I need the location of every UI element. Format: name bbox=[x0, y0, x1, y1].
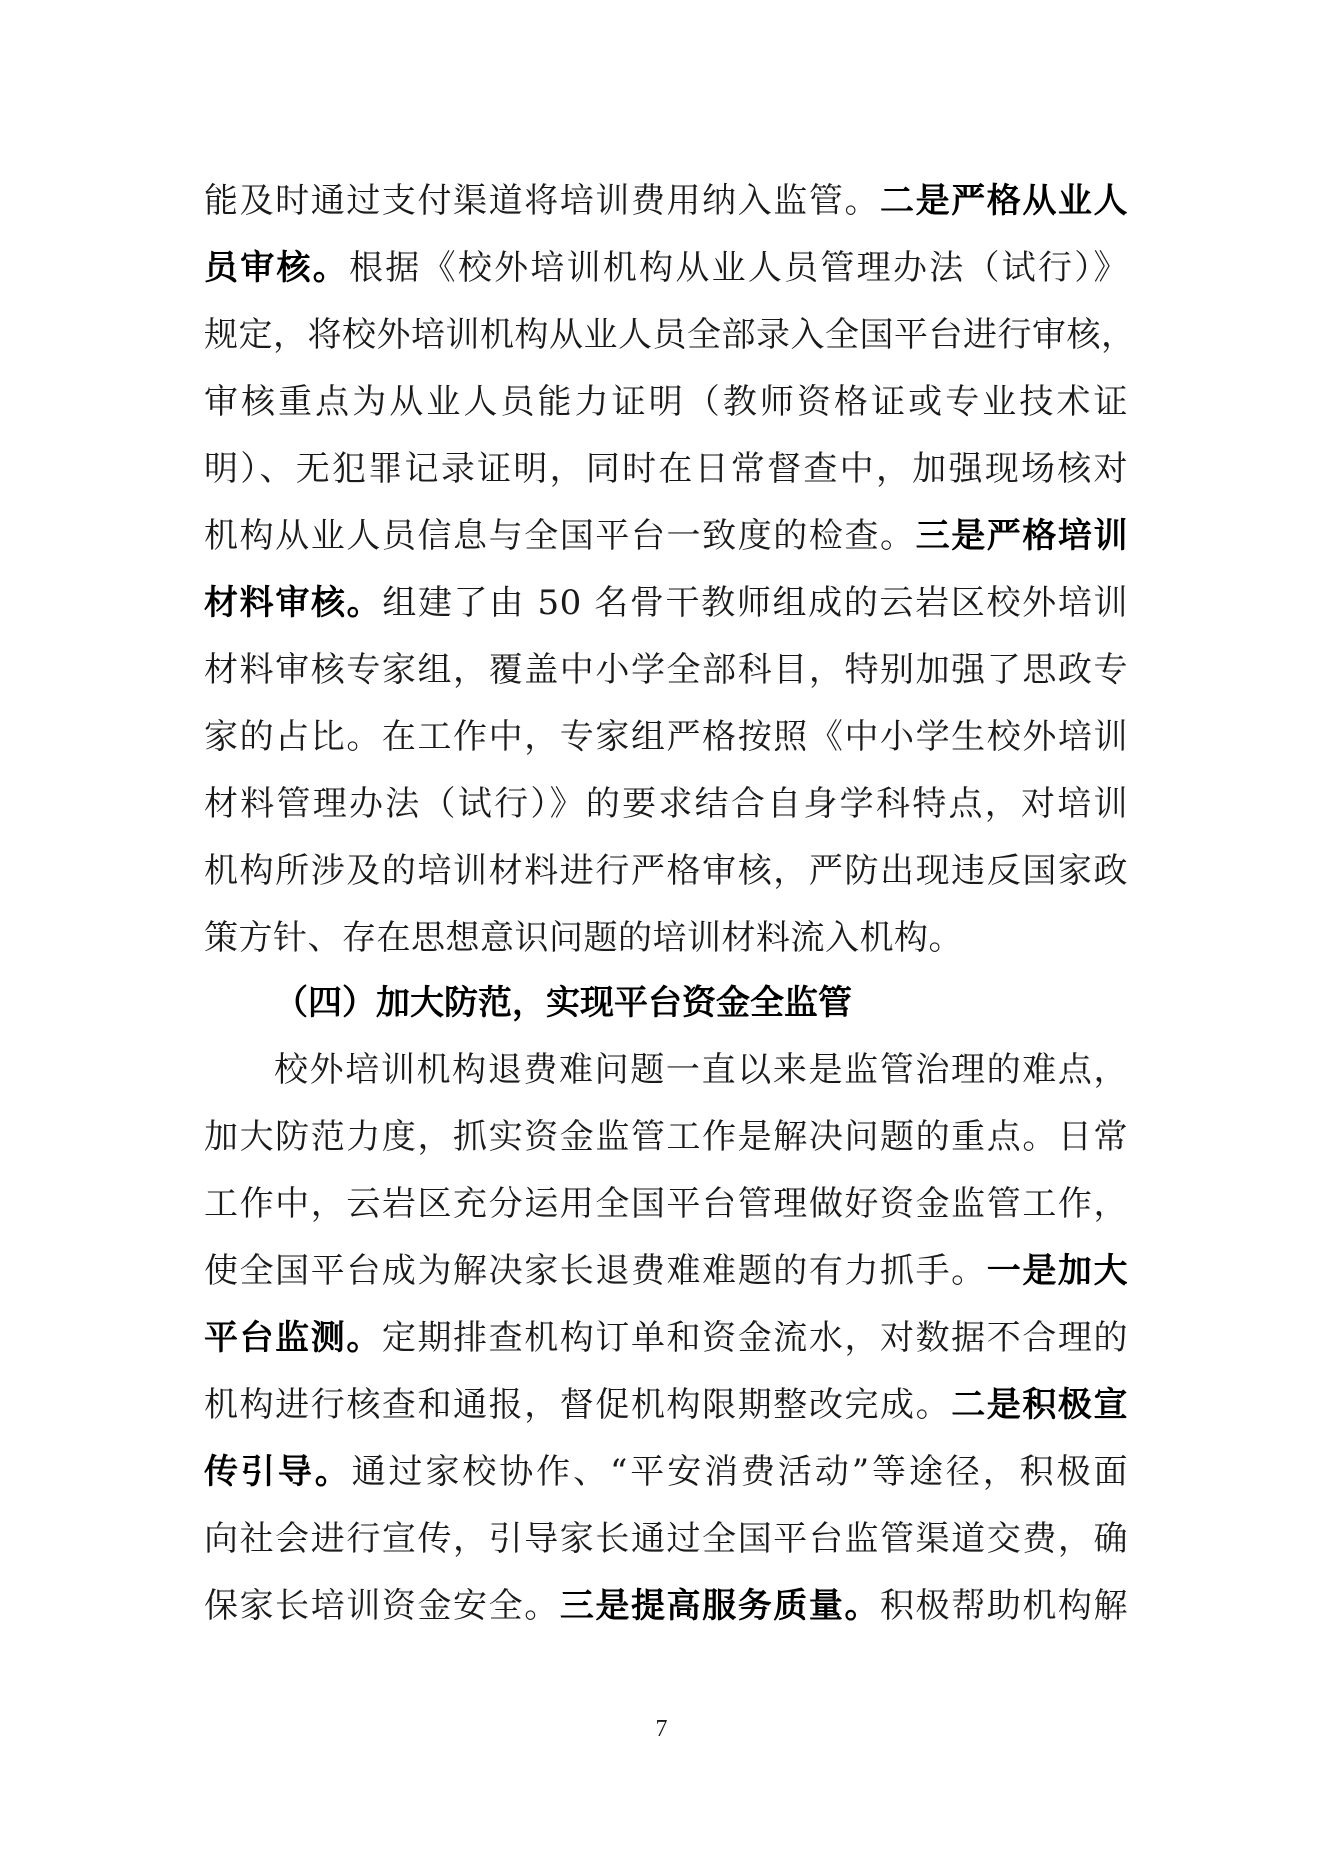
text-line: 机构从业人员信息与全国平台一致度的检查。三是严格培训 bbox=[204, 516, 1129, 556]
text-line: 材料管理办法（试行）》的要求结合自身学科特点，对培训 bbox=[204, 784, 1128, 824]
paragraph-fund-supervision bbox=[204, 1037, 1128, 1640]
text-line: 明）、无犯罪记录证明，同时在日常督查中，加强现场核对 bbox=[204, 449, 1128, 489]
bold-lead: 平台监测。 bbox=[204, 1318, 382, 1358]
text-line: 使全国平台成为解决家长退费难难题的有力抓手。一是加大 bbox=[204, 1251, 1129, 1291]
text-line: 员审核。根据《校外培训机构从业人员管理办法（试行）》 bbox=[204, 248, 1129, 288]
text-line: 平台监测。定期排查机构订单和资金流水，对数据不合理的 bbox=[204, 1318, 1129, 1358]
text-line: 校外培训机构退费难问题一直以来是监管治理的难点， bbox=[274, 1050, 1128, 1090]
text-line: 机构进行核查和通报，督促机构限期整改完成。二是积极宣 bbox=[204, 1385, 1129, 1425]
bold-lead: 二是严格从业人 bbox=[880, 181, 1129, 221]
text-line: 传引导。通过家校协作、“平安消费活动”等途径，积极面 bbox=[204, 1452, 1128, 1492]
section-heading: （四）加大防范，实现平台资金全监管 bbox=[274, 983, 852, 1023]
page-number: 7 bbox=[655, 1716, 668, 1742]
text-line: 材料审核专家组，覆盖中小学全部科目，特别加强了思政专 bbox=[204, 650, 1128, 690]
bold-lead: 一是加大 bbox=[986, 1251, 1129, 1291]
bold-lead: 二是积极宣 bbox=[951, 1385, 1129, 1425]
text-line: 审核重点为从业人员能力证明（教师资格证或专业技术证 bbox=[204, 382, 1128, 422]
text-line: 规定，将校外培训机构从业人员全部录入全国平台进行审核， bbox=[204, 315, 1136, 355]
paragraph-supervision-review bbox=[204, 168, 1136, 972]
text-line: 家的占比。在工作中，专家组严格按照《中小学生校外培训 bbox=[204, 717, 1128, 757]
text-line: 策方针、存在思想意识问题的培训材料流入机构。 bbox=[204, 918, 963, 958]
text-line: 能及时通过支付渠道将培训费用纳入监管。二是严格从业人 bbox=[204, 181, 1129, 221]
bold-lead: 材料审核。 bbox=[204, 583, 383, 623]
bold-lead: 员审核。 bbox=[204, 248, 350, 288]
text-line: 材料审核。组建了由 50 名骨干教师组成的云岩区校外培训 bbox=[204, 583, 1128, 623]
bold-lead: 传引导。 bbox=[204, 1452, 352, 1492]
text-line: 向社会进行宣传，引导家长通过全国平台监管渠道交费，确 bbox=[204, 1519, 1128, 1559]
text-line: 工作中，云岩区充分运用全国平台管理做好资金监管工作， bbox=[204, 1184, 1128, 1224]
bold-lead: 三是严格培训 bbox=[915, 516, 1129, 556]
text-line: 机构所涉及的培训材料进行严格审核，严防出现违反国家政 bbox=[204, 851, 1128, 891]
text-line: 加大防范力度，抓实资金监管工作是解决问题的重点。日常 bbox=[204, 1117, 1128, 1157]
bold-lead: 三是提高服务质量。 bbox=[559, 1586, 881, 1626]
text-line: 保家长培训资金安全。三是提高服务质量。积极帮助机构解 bbox=[204, 1586, 1129, 1626]
